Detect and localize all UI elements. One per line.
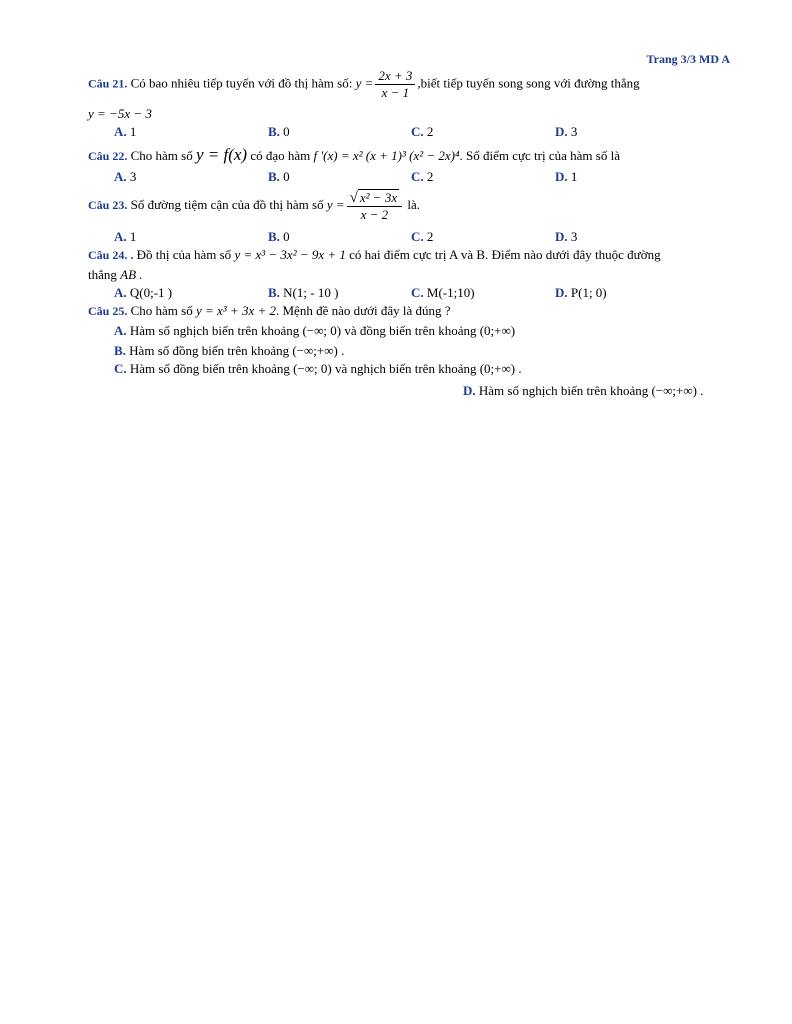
option-text: 0 (283, 229, 290, 244)
question-label: Câu 25. (88, 304, 128, 318)
question-22 (88, 145, 620, 165)
option-label: C. (411, 285, 424, 300)
option-label: B. (268, 124, 280, 139)
option-text: Hàm số nghịch biến trên khoảng (−∞;+∞) . (478, 383, 704, 398)
question-24 (88, 247, 661, 263)
question-text-tail: . Số điểm cực trị của hàm số là (459, 148, 620, 163)
option-label: A. (114, 124, 127, 139)
option-b[interactable] (268, 169, 290, 185)
option-c[interactable] (411, 124, 433, 140)
option-text: P(1; 0) (570, 285, 607, 300)
question-21 (88, 68, 640, 101)
fraction-denominator: x − 1 (381, 85, 410, 100)
function-fraction (347, 189, 402, 223)
function-expression: y = f(x) (195, 145, 248, 164)
option-label: D. (555, 169, 568, 184)
option-label: D. (555, 229, 568, 244)
option-d[interactable] (463, 383, 703, 399)
option-text: 3 (570, 124, 578, 139)
option-text: Hàm số đồng biến trên khoảng (−∞;+∞) . (129, 343, 345, 358)
question-text: Số đường tiệm cận của đồ thị hàm số (130, 196, 324, 212)
question-24-continued (88, 267, 143, 283)
option-label: D. (555, 124, 568, 139)
option-text: 0 (283, 124, 290, 139)
option-a[interactable] (114, 169, 136, 185)
question-text-tail: có hai điểm cực trị A và B. Điểm nào dưới đây thuộc đường (349, 247, 661, 262)
question-text: Cho hàm số (130, 148, 193, 163)
option-a[interactable] (114, 323, 515, 339)
option-d[interactable] (555, 285, 607, 301)
function-fraction (375, 68, 415, 101)
option-label: D. (463, 383, 476, 398)
question-label: Câu 22. (88, 149, 128, 163)
option-b[interactable] (114, 343, 344, 359)
option-a[interactable] (114, 285, 172, 301)
function-expression: y = x³ − 3x² − 9x + 1 (234, 247, 346, 262)
option-text: 2 (426, 169, 434, 184)
derivative-expression: f '(x) = x² (x + 1)³ (x² − 2x)⁴ (313, 148, 460, 163)
option-label: A. (114, 323, 127, 338)
option-label: C. (411, 169, 424, 184)
sqrt-body: x² − 3x (359, 190, 398, 205)
page-header: Trang 3/3 MD A (646, 52, 730, 66)
option-b[interactable] (268, 285, 338, 301)
option-d[interactable] (555, 229, 577, 245)
option-text: 2 (426, 124, 434, 139)
option-label: B. (114, 343, 126, 358)
option-label: D. (555, 285, 568, 300)
option-label: B. (268, 169, 280, 184)
fraction-numerator: 2x + 3 (375, 68, 415, 85)
question-label: Câu 23. (88, 197, 128, 212)
option-text: Hàm số nghịch biến trên khoảng (−∞; 0) và đồng biến trên khoảng (0;+∞) (129, 323, 516, 338)
function-lhs: y = (326, 196, 345, 212)
option-label: C. (411, 124, 424, 139)
option-b[interactable] (268, 229, 290, 245)
question-25 (88, 303, 451, 319)
option-c[interactable] (411, 285, 475, 301)
option-label: C. (411, 229, 424, 244)
option-label: B. (268, 229, 280, 244)
option-label: A. (114, 229, 127, 244)
segment-label: AB . (120, 267, 143, 282)
option-d[interactable] (555, 124, 577, 140)
option-text: 1 (129, 124, 137, 139)
sqrt-icon: √ (349, 190, 358, 206)
option-text: Q(0;-1 ) (129, 285, 173, 300)
question-text-line2: thẳng (88, 267, 117, 282)
option-a[interactable] (114, 229, 136, 245)
option-label: C. (114, 361, 127, 376)
question-text: Có bao nhiêu tiếp tuyến với đồ thị hàm số: (130, 75, 353, 91)
option-c[interactable] (411, 229, 433, 245)
option-c[interactable] (114, 361, 522, 377)
question-text-tail: là. (407, 196, 420, 212)
question-text-mid: có đạo hàm (250, 148, 311, 163)
question-text-tail: . Mệnh đề nào dưới đây là đúng ? (276, 303, 451, 318)
fraction-denominator: x − 2 (360, 207, 389, 222)
function-lhs: y = (355, 75, 374, 91)
option-text: 2 (426, 229, 434, 244)
option-c[interactable] (411, 169, 433, 185)
question-label: Câu 24. . (88, 248, 134, 262)
option-text: 0 (283, 169, 290, 184)
option-label: B. (268, 285, 280, 300)
option-text: 1 (570, 169, 578, 184)
question-text: Cho hàm số (130, 303, 193, 318)
line-equation: y = −5x − 3 (88, 106, 152, 121)
option-b[interactable] (268, 124, 290, 140)
question-label: Câu 21. (88, 76, 128, 91)
option-a[interactable] (114, 124, 136, 140)
question-text: Đồ thị của hàm số (136, 247, 232, 262)
option-text: N(1; - 10 ) (283, 285, 339, 300)
option-text: Hàm số đồng biến trên khoảng (−∞; 0) và nghịch biến trên khoảng (0;+∞) . (129, 361, 522, 376)
option-text: 1 (129, 229, 137, 244)
function-expression: y = x³ + 3x + 2 (195, 303, 276, 318)
option-label: A. (114, 169, 127, 184)
option-text: M(-1;10) (426, 285, 475, 300)
question-text-tail: ,biết tiếp tuyến song song với đường thẳng (417, 75, 640, 91)
option-text: 3 (570, 229, 578, 244)
question-23 (88, 189, 420, 223)
option-text: 3 (129, 169, 137, 184)
option-label: A. (114, 285, 127, 300)
option-d[interactable] (555, 169, 577, 185)
fraction-numerator (347, 189, 402, 207)
